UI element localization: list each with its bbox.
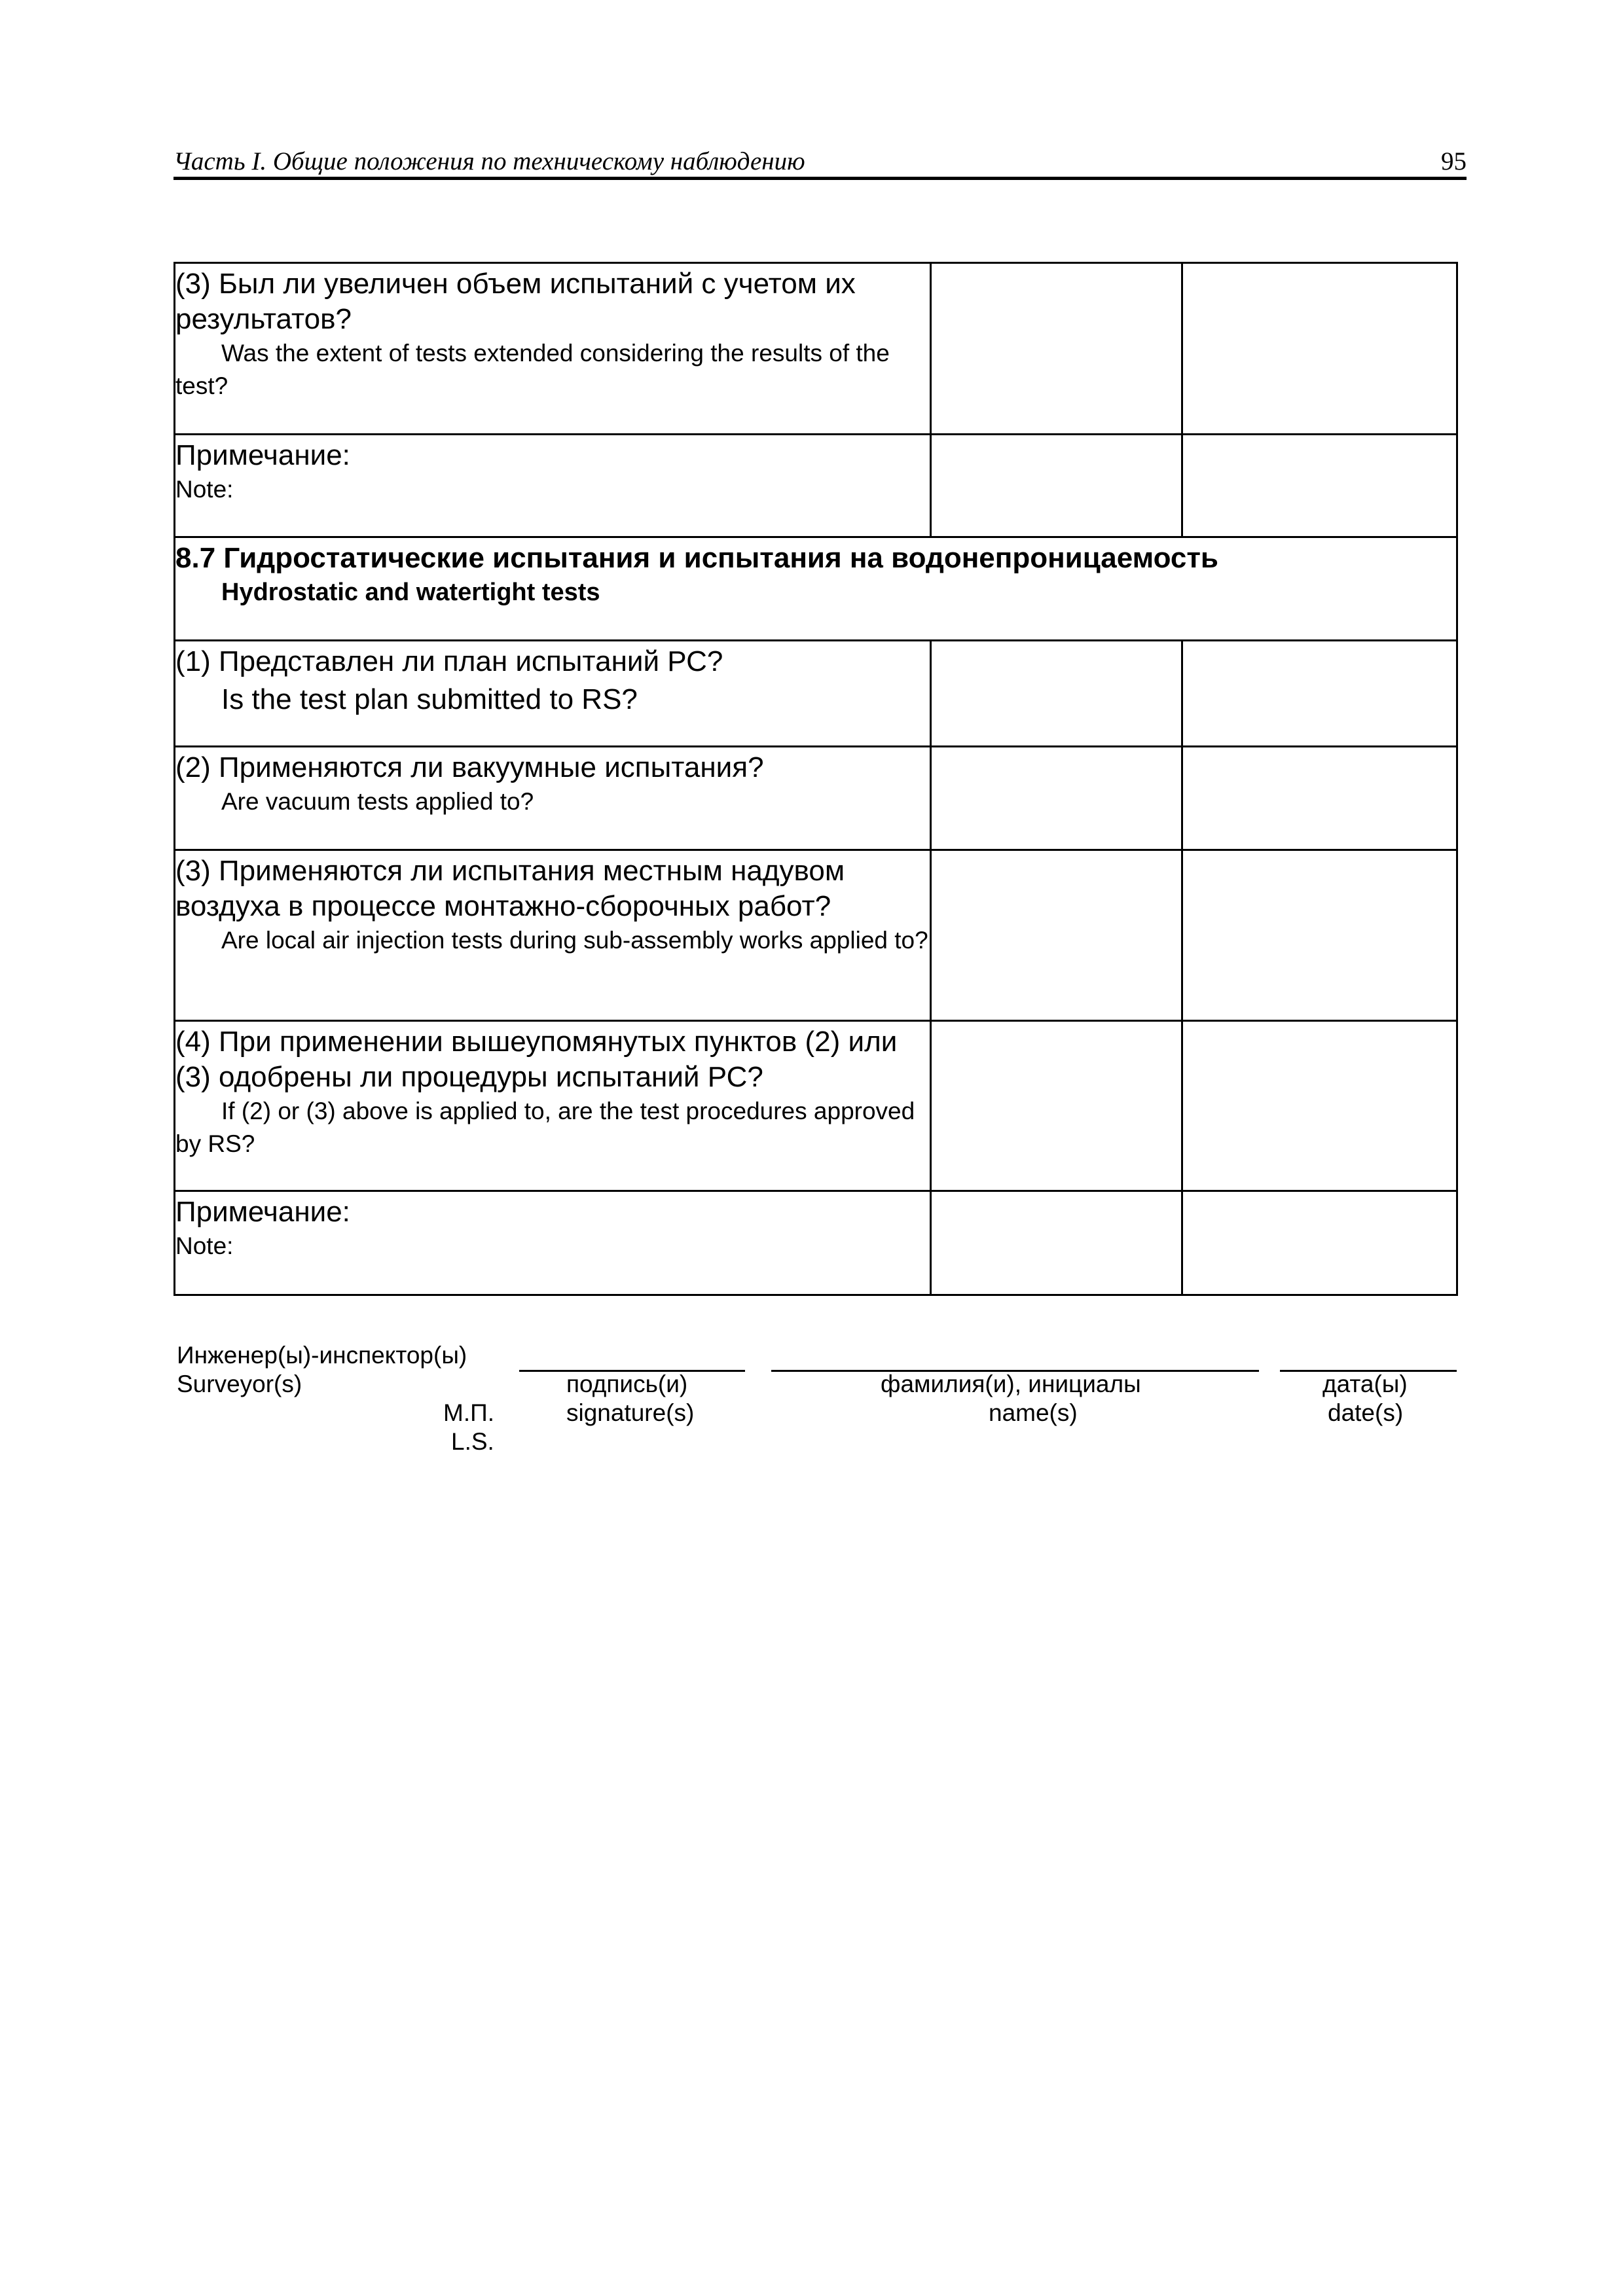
- table-row: [175, 641, 1457, 747]
- running-header: [173, 143, 1467, 179]
- answer-cell[interactable]: [931, 747, 1182, 850]
- question-cell: [175, 641, 931, 747]
- question-ru: (1) Представлен ли план испытаний РС?: [175, 645, 723, 677]
- question-cell: [175, 850, 931, 1021]
- name-caption-ru: фамилия(и), инициалы: [881, 1371, 1141, 1397]
- table-row: [175, 850, 1457, 1021]
- signature-caption-ru: подпись(и): [566, 1371, 688, 1397]
- table-row: [175, 1021, 1457, 1191]
- question-ru: (3) Был ли увеличен объем испытаний с учетом их результатов?: [175, 268, 856, 335]
- question-cell: [175, 263, 931, 435]
- remark-cell[interactable]: [1182, 850, 1457, 1021]
- table-row: [175, 1191, 1457, 1295]
- answer-cell[interactable]: [931, 1191, 1182, 1295]
- name-caption-en: name(s): [989, 1399, 1078, 1426]
- date-caption-ru: дата(ы): [1322, 1371, 1408, 1397]
- signature-caption-en: signature(s): [566, 1399, 695, 1426]
- table-row: [175, 263, 1457, 435]
- question-cell: [175, 1021, 931, 1191]
- signature-block: [173, 1335, 1467, 1466]
- remark-cell[interactable]: [1182, 1021, 1457, 1191]
- header-rule: [173, 177, 1467, 180]
- section-heading-cell: [175, 537, 1457, 641]
- note-cell: [175, 435, 931, 537]
- answer-cell[interactable]: [931, 263, 1182, 435]
- question-en: Was the extent of tests extended considering the results of the test?: [175, 340, 890, 399]
- answer-cell[interactable]: [931, 850, 1182, 1021]
- remark-cell[interactable]: [1182, 263, 1457, 435]
- surveyor-label-ru: Инженер(ы)-инспектор(ы): [177, 1342, 467, 1369]
- question-ru: (4) При применении вышеупомянутых пунктов (2) или (3) одобрены ли процедуры испытаний РС?: [175, 1026, 898, 1093]
- remark-cell[interactable]: [1182, 747, 1457, 850]
- question-en: If (2) or (3) above is applied to, are the test procedures approved by RS?: [175, 1098, 915, 1157]
- section-heading-ru: 8.7 Гидростатические испытания и испытания на водонепроницаемость: [175, 542, 1218, 574]
- section-row: [175, 537, 1457, 641]
- table-row: [175, 747, 1457, 850]
- remark-cell[interactable]: [1182, 435, 1457, 537]
- note-label-en: Note:: [175, 476, 234, 503]
- seal-label-en: L.S.: [451, 1428, 494, 1455]
- note-label-en: Note:: [175, 1232, 234, 1259]
- question-en: Are vacuum tests applied to?: [221, 788, 534, 815]
- answer-cell[interactable]: [931, 641, 1182, 747]
- checklist-table: [173, 262, 1458, 1296]
- note-label-ru: Примечание:: [175, 1196, 350, 1228]
- surveyor-label-en: Surveyor(s): [177, 1371, 302, 1397]
- remark-cell[interactable]: [1182, 1191, 1457, 1295]
- note-label-ru: Примечание:: [175, 439, 350, 471]
- question-en: Are local air injection tests during sub-assembly works applied to?: [221, 927, 928, 954]
- section-heading-en: Hydrostatic and watertight tests: [221, 579, 600, 606]
- date-caption-en: date(s): [1328, 1399, 1404, 1426]
- seal-label-ru: М.П.: [443, 1399, 494, 1426]
- answer-cell[interactable]: [931, 1021, 1182, 1191]
- page-number: 95: [1441, 147, 1467, 175]
- answer-cell[interactable]: [931, 435, 1182, 537]
- running-title: Часть I. Общие положения по техническому наблюдению: [173, 147, 805, 175]
- question-cell: [175, 747, 931, 850]
- note-cell: [175, 1191, 931, 1295]
- question-en: Is the test plan submitted to RS?: [221, 683, 638, 715]
- question-ru: (2) Применяются ли вакуумные испытания?: [175, 751, 764, 783]
- remark-cell[interactable]: [1182, 641, 1457, 747]
- table-row: [175, 435, 1457, 537]
- question-ru: (3) Применяются ли испытания местным надувом воздуха в процессе монтажно-сборочных работ?: [175, 855, 845, 922]
